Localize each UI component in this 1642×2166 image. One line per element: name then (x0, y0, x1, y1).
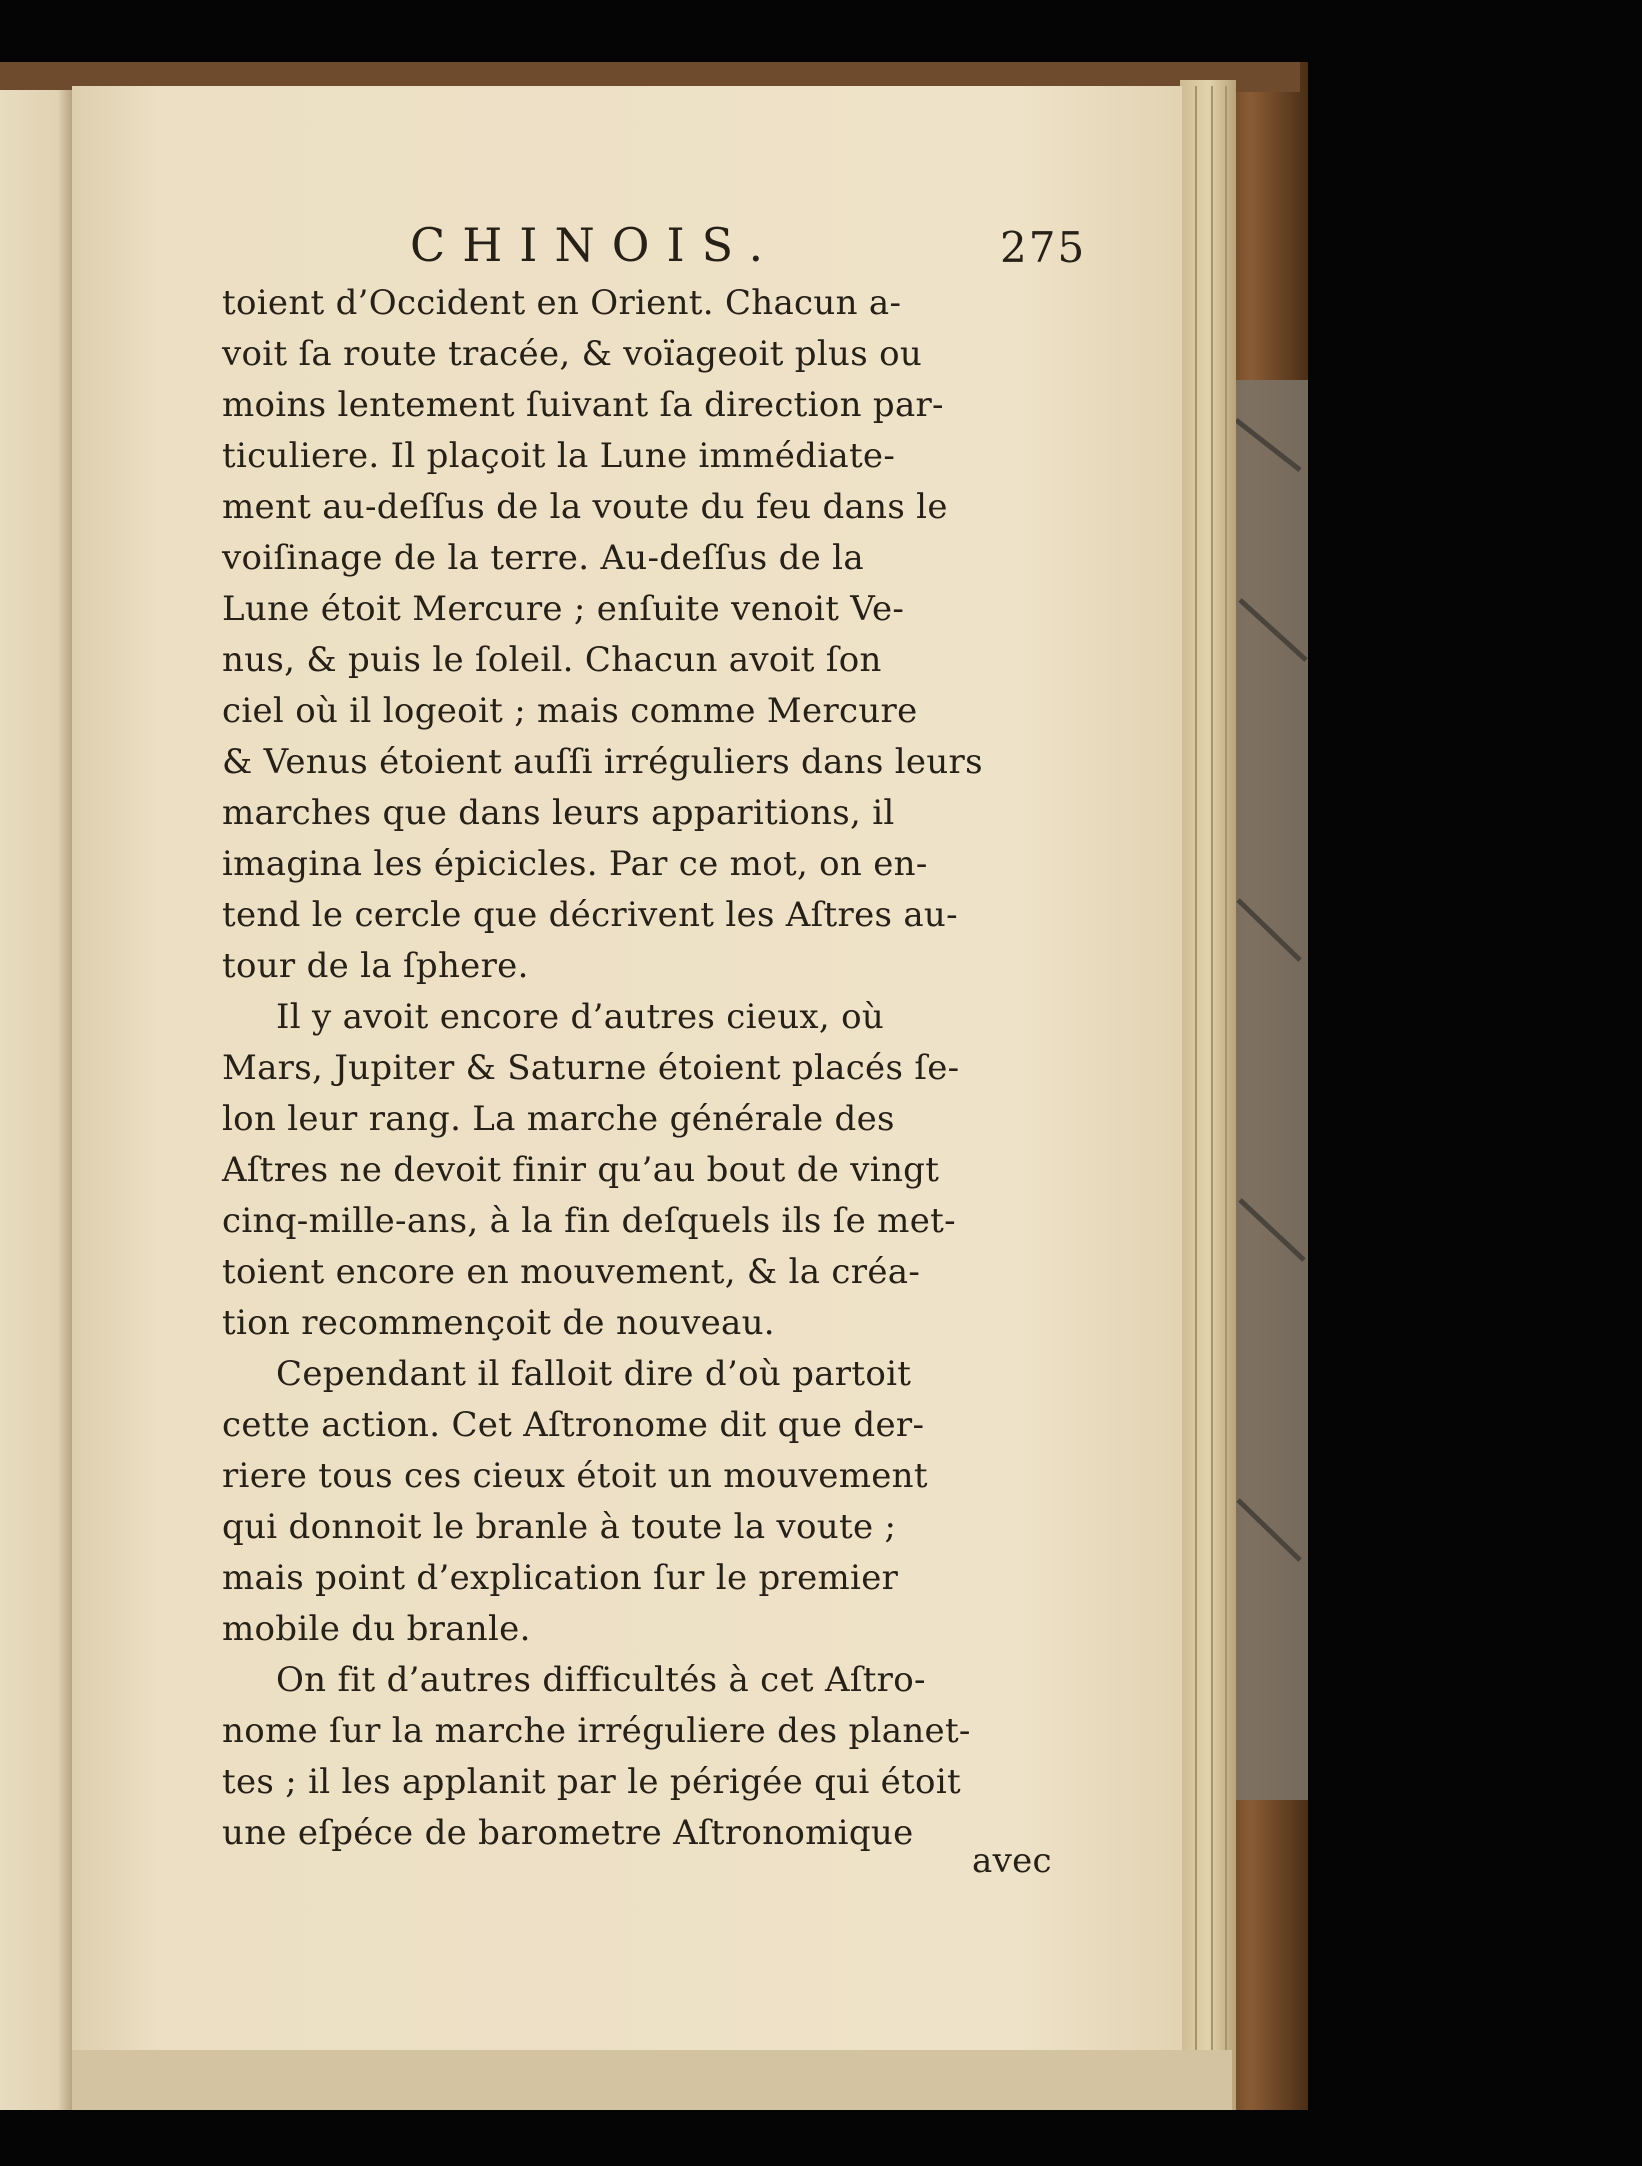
text-line: ticuliere. Il plaçoit la Lune immédiate- (222, 436, 896, 476)
text-line: mobile du branle. (222, 1609, 531, 1649)
body-text (222, 278, 983, 1859)
text-line: Cependant il falloit dire d’où partoit (276, 1354, 912, 1394)
text-line: cinq-mille-ans, à la fin deſquels ils ſe met- (222, 1201, 956, 1241)
text-line: tes ; il les applanit par le périgée qui étoit (222, 1762, 961, 1802)
catchword: avec (972, 1841, 1052, 1881)
text-line: Lune étoit Mercure ; enſuite venoit Ve- (222, 589, 905, 629)
text-line: nome ſur la marche irréguliere des planet- (222, 1711, 971, 1751)
text-line: Aſtres ne devoit finir qu’au bout de vingt (222, 1150, 940, 1190)
text-line: voit ſa route tracée, & voïageoit plus ou (222, 334, 923, 374)
text-line: mais point d’explication ſur le premier (222, 1558, 899, 1598)
text-line: nus, & puis le ſoleil. Chacun avoit ſon (222, 640, 882, 680)
text-line: tend le cercle que décrivent les Aſtres au- (222, 895, 958, 935)
text-line: ciel où il logeoit ; mais comme Mercure (222, 691, 918, 731)
text-line: On fit d’autres difficultés à cet Aſtro- (276, 1660, 926, 1700)
text-line: ment au-deſſus de la voute du feu dans le (222, 487, 948, 527)
text-line: marches que dans leurs apparitions, il (222, 793, 895, 833)
text-line: moins lentement ſuivant ſa direction par- (222, 385, 944, 425)
text-line: tour de la ſphere. (222, 946, 529, 986)
text-line: toient d’Occident en Orient. Chacun a- (222, 283, 902, 323)
text-line: qui donnoit le branle à toute la voute ; (222, 1507, 897, 1547)
text-line: tion recommençoit de nouveau. (222, 1303, 775, 1343)
text-line: lon leur rang. La marche générale des (222, 1099, 895, 1139)
page-number: 275 (1000, 223, 1087, 272)
text-line: voiſinage de la terre. Au-deſſus de la (222, 538, 864, 578)
text-line: & Venus étoient auſſi irréguliers dans leurs (222, 742, 983, 782)
text-line: cette action. Cet Aſtronome dit que der- (222, 1405, 925, 1445)
text-line: une eſpéce de barometre Aſtronomique (222, 1813, 914, 1853)
text-line: Il y avoit encore d’autres cieux, où (276, 997, 885, 1037)
text-line: toient encore en mouvement, & la créa- (222, 1252, 921, 1292)
running-head: CHINOIS. (410, 218, 781, 272)
text-line: imagina les épicicles. Par ce mot, on en- (222, 844, 928, 884)
text-line: riere tous ces cieux étoit un mouvement (222, 1456, 928, 1496)
text-line: Mars, Jupiter & Saturne étoient placés ſe- (222, 1048, 960, 1088)
